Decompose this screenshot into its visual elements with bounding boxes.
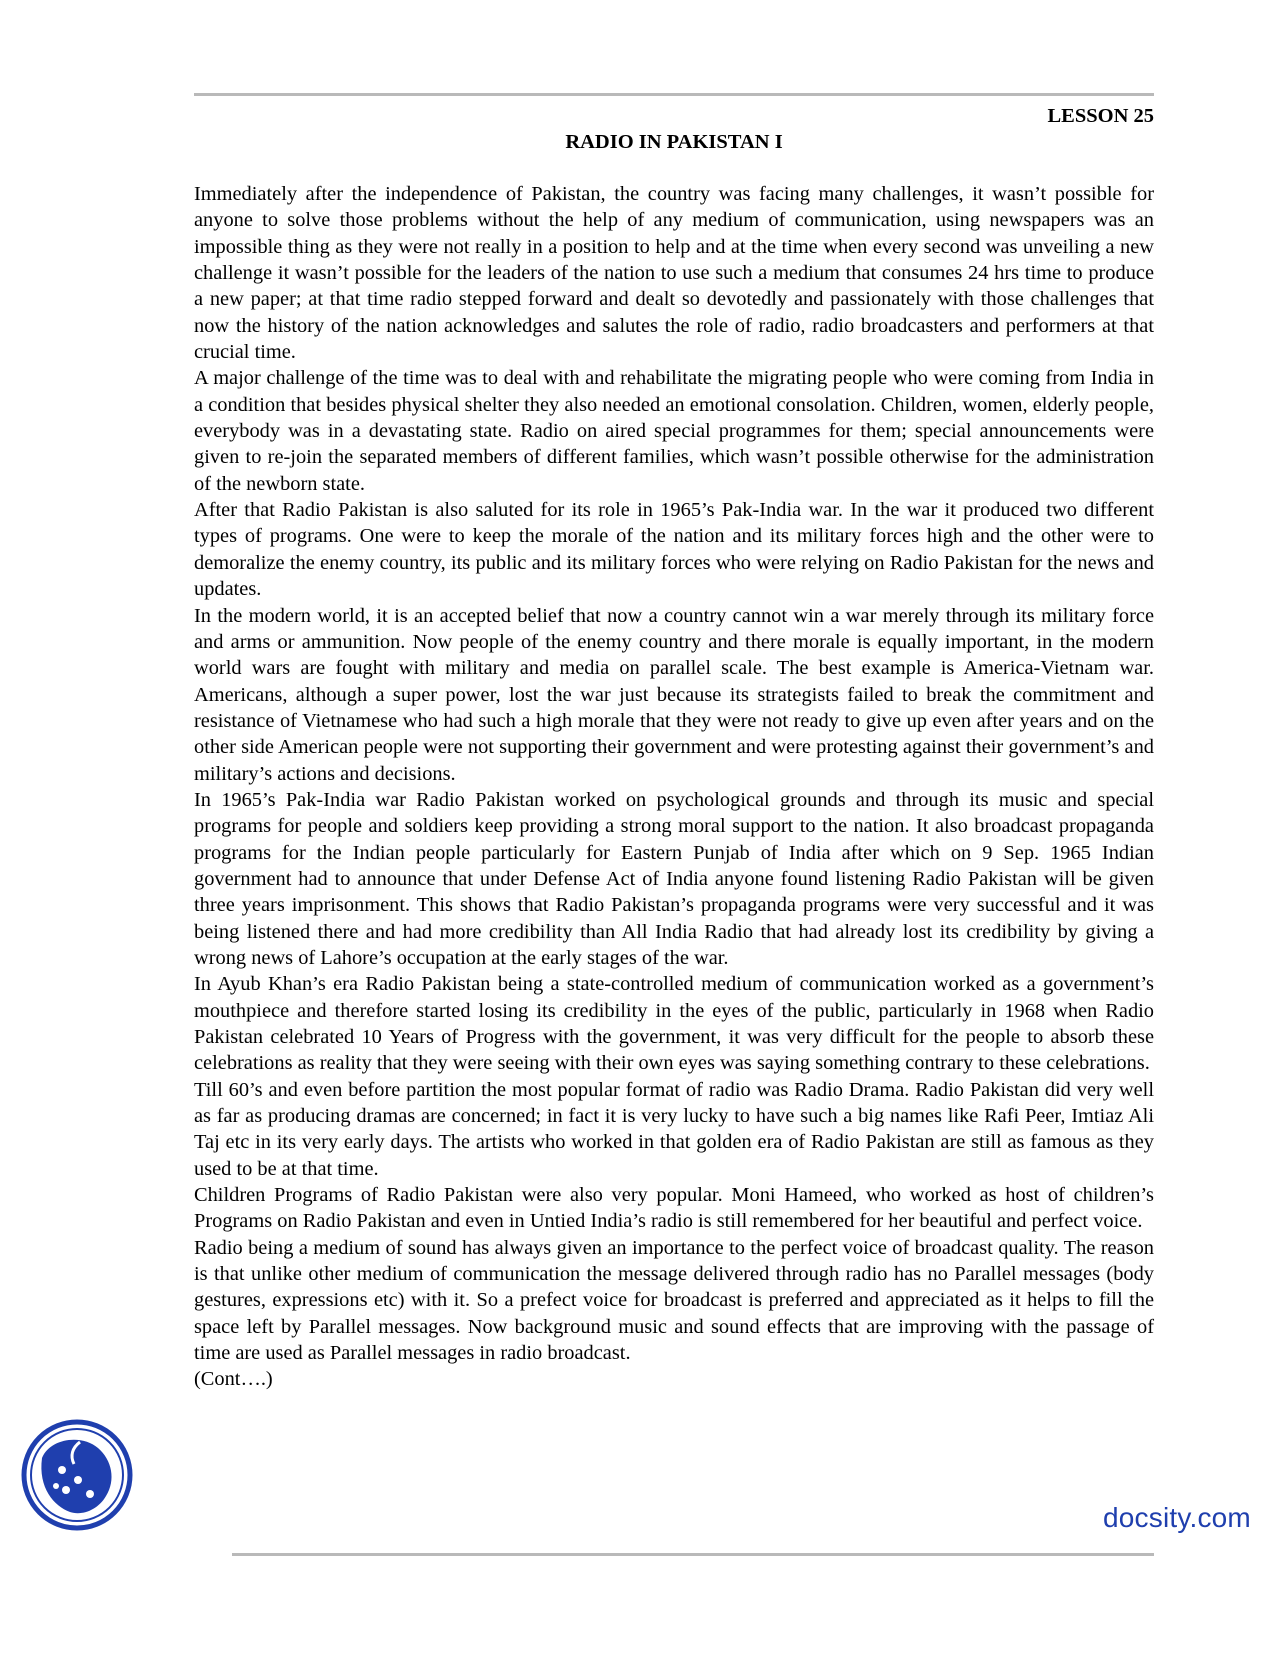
paragraph-8: Children Programs of Radio Pakistan were also very popular. Moni Hameed, who worked as host of children’s Programs on Radio Pakistan and even in Untied India’s radio is still remembered for her beautiful and perfect voice.	[194, 1184, 1154, 1233]
bottom-rule	[232, 1553, 1154, 1556]
continuation-note: (Cont….)	[194, 1368, 273, 1391]
paragraph-5: In 1965’s Pak-India war Radio Pakistan worked on psychological grounds and through its music and special programs for people and soldiers keep providing a strong moral support to the nation. It also broadcast propaganda programs for the Indian people particularly for Eastern Punjab of India after which on 9 Sep. 1965 Indian government had to announce that under Defense Act of India anyone found listening Radio Pakistan will be given three years imprisonment. This shows that Radio Pakistan’s propaganda programs were very successful and it was being listened there and had more credibility than All India Radio that had already lost its credibility by giving a wrong news of Lahore’s occupation at the early stages of the war.	[194, 788, 1154, 969]
paragraph-1: Immediately after the independence of Pakistan, the country was facing many challenges, it wasn’t possible for anyone to solve those problems without the help of any medium of communication, using newspapers was an impossible thing as they were not really in a position to help and at the time when every second was unveiling a new challenge it wasn’t possible for the leaders of the nation to use such a medium that consumes 24 hrs time to produce a new paper; at that time radio stepped forward and dealt so devotedly and passionately with those challenges that now the history of the nation acknowledges and salutes the role of radio, radio broadcasters and performers at that crucial time.	[194, 183, 1154, 364]
top-rule	[194, 93, 1154, 96]
lesson-body	[194, 181, 1154, 1393]
paragraph-7: Till 60’s and even before partition the most popular format of radio was Radio Drama. Radio Pakistan did very well as far as producing dramas are concerned; in fact it is very lucky to have such a big names like Rafi Peer, Imtiaz Ali Taj etc in its very early days. The artists who worked in that golden era of Radio Pakistan are still as famous as they used to be at that time.	[194, 1078, 1154, 1180]
paragraph-9: Radio being a medium of sound has always given an importance to the perfect voice of broadcast quality. The reason is that unlike other medium of communication the message delivered through radio has no Parallel messages (body gestures, expressions etc) with it. So a prefect voice for broadcast is preferred and appreciated as it helps to fill the space left by Parallel messages. Now background music and sound effects that are improving with the passage of time are used as Parallel messages in radio broadcast.	[194, 1236, 1154, 1365]
lesson-number: LESSON 25	[1047, 105, 1154, 127]
docsity-watermark[interactable]: docsity.com	[1103, 1502, 1251, 1533]
docsity-seal-icon	[20, 1418, 134, 1532]
paragraph-2: A major challenge of the time was to deal with and rehabilitate the migrating people who were coming from India in a condition that besides physical shelter they also needed an emotional consolation. Children, women, elderly people, everybody was in a devastating state. Radio on aired special programmes for them; special announcements were given to re-join the separated members of different families, which wasn’t possible otherwise for the administration of the newborn state.	[194, 367, 1154, 495]
page-title: RADIO IN PAKISTAN I	[565, 131, 783, 153]
paragraph-4: In the modern world, it is an accepted belief that now a country cannot win a war merely through its military force and arms or ammunition. Now people of the enemy country and there morale is equally important, in the modern world wars are fought with military and media on parallel scale. The best example is America-Vietnam war. Americans, although a super power, lost the war just because its strategists failed to break the commitment and resistance of Vietnamese who had such a high morale that they were not ready to give up even after years and on the other side American people were not supporting their government and were protesting against their government’s and military’s actions and decisions.	[194, 604, 1154, 785]
paragraph-6: In Ayub Khan’s era Radio Pakistan being a state-controlled medium of communication worked as a government’s mouthpiece and therefore started losing its credibility in the eyes of the public, particularly in 1968 when Radio Pakistan celebrated 10 Years of Progress with the government, it was very difficult for the people to absorb these celebrations as reality that they were seeing with their own eyes was saying something contrary to these celebrations.	[194, 973, 1154, 1075]
paragraph-3: After that Radio Pakistan is also saluted for its role in 1965’s Pak-India war. In the war it produced two different types of programs. One were to keep the morale of the nation and its military forces high and the other were to demoralize the enemy country, its public and its military forces who were relying on Radio Pakistan for the news and updates.	[194, 499, 1154, 601]
